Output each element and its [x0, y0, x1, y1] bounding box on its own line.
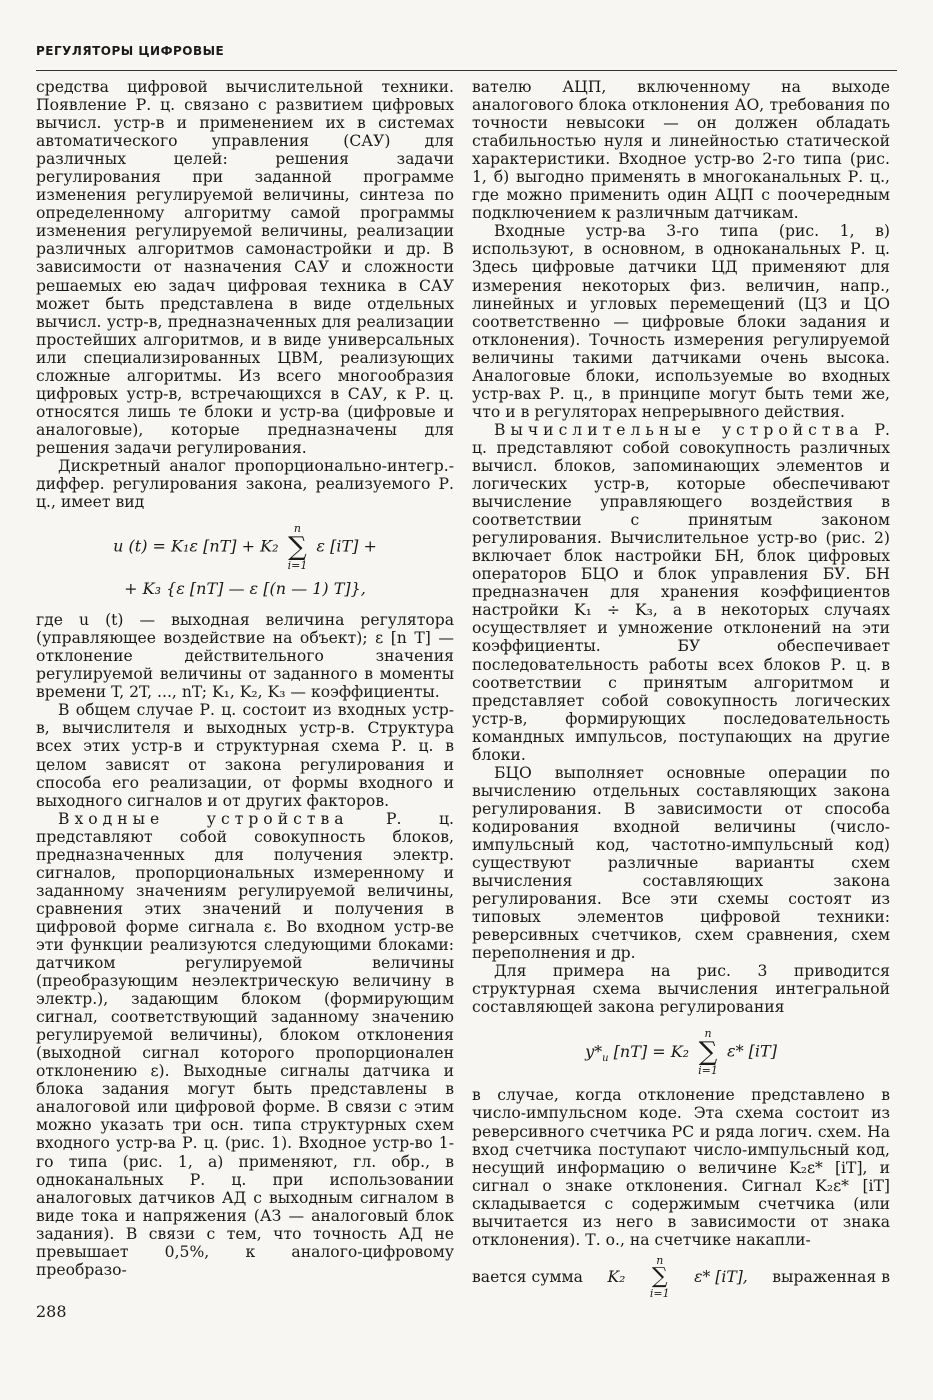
paragraph: Вычислительные устройства Р. ц. представляют собой совокупность различных вычисл. блоков, запоминающих элементов и логических устр-в, которые обеспечивают вычисление управляющего воздействия в соответствии с принятым законом регулирования. Вычислительное устр-во (рис. 2) включает блок настройки БН, блок цифровых операторов БЦО и блок управления БУ. БН предназначен для хранения коэффициентов настройки K₁ ÷ K₃, а в некоторых случаях осуществляет и умножение отклонений на эти коэффициенты. БУ обеспечивает последовательность работы всех блоков Р. ц. в соответствии с принятым алгоритмом и представляет собой совокупность логических устр-в, формирующих последовательность командных импульсов, поступающих на другие блоки.: [472, 420, 890, 764]
sum-symbol: n ∑ i=1: [698, 1027, 718, 1078]
formula-integral: $y*_и$ [nT] = K₂ n ∑ i=1 ε* [iT]: [585, 1027, 777, 1078]
running-header: РЕГУЛЯТОРЫ ЦИФРОВЫЕ: [36, 44, 225, 58]
left-column: [36, 78, 454, 1279]
paragraph: где u (t) — выходная величина регулятора (управляющее воздействие на объект); ε [n T] — отклонение действительного значения регулируемой величины от заданного в моменты времени T, 2T, ..., nT; K₁, K₂, K₃ — коэффициенты.: [36, 611, 454, 702]
paragraph: Входные устройства Р. ц. представляют собой совокупность блоков, предназначенных для получения электр. сигналов, пропорциональных измеренному и заданному значениям регулируемой величины, сравнения этих значений и получения в цифровой форме сигнала ε. Во входном устр-ве эти функции реализуются следующими блоками: датчиком регулируемой величины (преобразующим неэлектрическую величину в электр.), задающим блоком (формирующим сигнал, соответствующий заданному значению регулируемой величины), блоком отклонения (выходной сигнал которого пропорционален отклонению ε). Выходные сигналы датчика и блока задания могут быть представлены в аналоговой или цифровой форме. В связи с этим можно указать три осн. типа структурных схем входного устр-ва Р. ц. (рис. 1). Входное устр-во 1-го типа (рис. 1, а) применяют, гл. обр., в одноканальных Р. ц. при использовании аналоговых датчиков АД с выходным сигналом в виде тока и напряжения (АЗ — аналоговый блок задания). В связи с тем, что точность АД не превышает 0,5%, к аналого-цифровому преобразо-: [36, 809, 454, 1279]
paragraph: средства цифровой вычислительной техники. Появление Р. ц. связано с развитием цифровых вычисл. устр-в и применением их в системах автоматического управления (САУ) для различных целей: решения задачи регулирования при заданной программе изменения регулируемой величины, синтеза по определенному алгоритму самой программы изменения регулируемой величины, реализации различных алгоритмов самонастройки и др. В зависимости от назначения САУ и сложности решаемых ею задач цифровая техника в САУ может быть представлена в виде отдельных вычисл. устр-в, предназначенных для реализации простейших алгоритмов, и в виде универсальных или специализированных ЦВМ, реализующих сложные алгоритмы. Из всего многообразия цифровых устр-в, встречающихся в САУ, к Р. ц. относятся лишь те блоки и устр-ва (цифровые и аналоговые), которые предназначены для решения задачи регулирования.: [36, 78, 454, 457]
formula-pid: u (t) = K₁ε [nT] + K₂ n ∑ i=1 ε [iT] + + K₃ {ε [nT] — ε [(n — 1) T]},: [36, 523, 454, 601]
header-rule: [36, 70, 897, 71]
paragraph: Входные устр-ва 3-го типа (рис. 1, в) используют, в основном, в одноканальных Р. ц. Здесь цифровые датчики ЦД применяют для измерения некоторых физ. величин, напр., линейных и угловых перемещений (ЦЗ и ЦО соответственно — цифровые блоки задания и отклонения). Точность измерения регулируемой величины такими датчиками очень высока. Аналоговые блоки, используемые во входных устр-вах Р. ц., в принципе могут быть теми же, что и в регуляторах непрерывного действия.: [472, 222, 890, 421]
paragraph: В общем случае Р. ц. состоит из входных устр-в, вычислителя и выходных устр-в. Структура всех этих устр-в и структурная схема Р. ц. в целом зависят от закона регулирования и способа его реализации, от формы входного и выходного сигналов и от других факторов.: [36, 701, 454, 810]
page-number: 288: [36, 1302, 67, 1321]
section-lead: Вычислительные устройства: [494, 420, 864, 439]
sum-symbol: n ∑ i=1: [287, 522, 308, 573]
paragraph: БЦО выполняет основные операции по вычислению отдельных составляющих закона регулирования. В зависимости от способа кодирования входной величины (число-импульсный код, частотно-импульсный код) существуют различные варианты схем вычисления составляющих закона регулирования. Все эти схемы состоят из типовых элементов цифровой техники: реверсивных счетчиков, схем сравнения, схем переполнения и др.: [472, 763, 890, 963]
formula-line-2: + K₃ {ε [nT] — ε [(n — 1) T]},: [124, 579, 366, 599]
section-lead: Входные устройства: [58, 809, 349, 828]
paragraph: в случае, когда отклонение представлено в число-импульсном коде. Эта схема состоит из реверсивного счетчика РС и ряда логич. схем. На вход счетчика поступают число-импульсный код, несущий информацию о величине K₂ε* [iT], и сигнал о знаке отклонения. Сигнал K₂ε* [iT] складывается с содержимым счетчика (или вычитается из него в зависимости от знака отклонения). Т. о., на счетчике накапли-: [472, 1086, 890, 1249]
paragraph: Дискретный аналог пропорционально-интегр.-диффер. регулирования закона, реализуемого Р. ц., имеет вид: [36, 456, 454, 512]
right-column: [472, 78, 890, 1299]
closing-line: вается сумма K₂ n ∑ i=1 ε* [iT], выраженная в: [472, 1253, 890, 1300]
paragraph: Для примера на рис. 3 приводится структурная схема вычисления интегральной составляющей закона регулирования: [472, 962, 890, 1017]
paragraph: вателю АЦП, включенному на выходе аналогового блока отклонения АО, требования по точности невысоки — он должен обладать стабильностью нуля и линейностью статической характеристики. Входное устр-во 2-го типа (рис. 1, б) выгодно применять в многоканальных Р. ц., где можно применить один АЦП с поочередным подключением к различным датчикам.: [472, 78, 890, 223]
sum-symbol: n ∑ i=1: [649, 1253, 670, 1300]
